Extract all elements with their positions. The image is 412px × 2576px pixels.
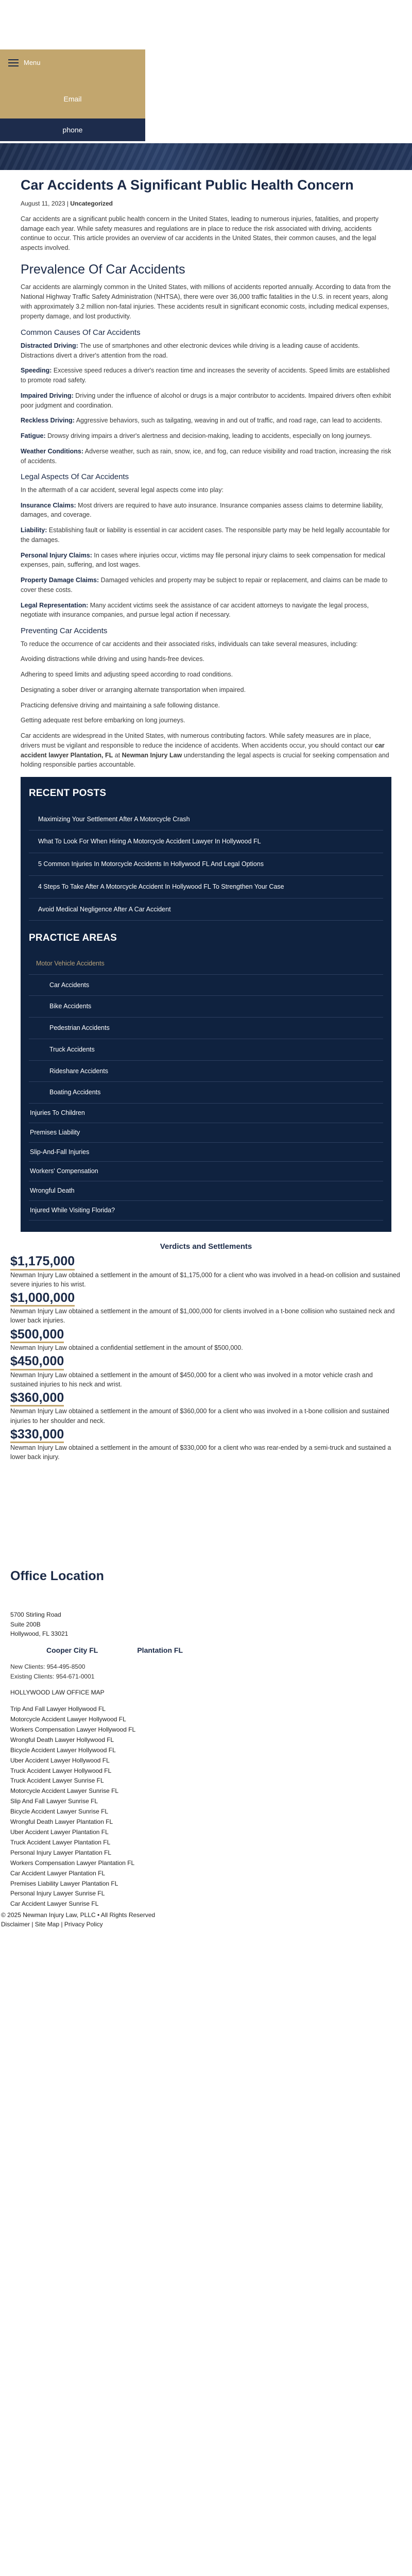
verdict-amount: $1,175,000 bbox=[10, 1255, 75, 1270]
cause-text: Excessive speed reduces a driver's reaction time and increases the severity of accidents. Speed limits are established to promote road safety. bbox=[21, 367, 390, 384]
article-title: Car Accidents A Significant Public Health Concern bbox=[21, 177, 354, 193]
closing-paragraph bbox=[21, 731, 391, 770]
cause-item bbox=[21, 416, 391, 426]
prevent-item: Adhering to speed limits and adjusting speed according to road conditions. bbox=[21, 671, 233, 679]
legal-term: Property Damage Claims: bbox=[21, 577, 99, 584]
prevent-item: Designating a sober driver or arranging alternate transportation when impaired. bbox=[21, 686, 246, 693]
copyright: © 2025 Newman Injury Law, PLLC • All Rights Reserved bbox=[1, 1911, 156, 1919]
cause-text: The use of smartphones and other electronic devices while driving is a leading cause of accidents. Distractions divert a driver's attention from the road. bbox=[21, 342, 360, 359]
footer-link[interactable]: Uber Accident Lawyer Hollywood FL bbox=[10, 1756, 110, 1764]
closing-text: Car accidents are widespread in the United States, with numerous contributing factors. While safety measures are in place, drivers must be vigilant and responsible to reduce the incidence of accidents. When accidents occur, you should contact our bbox=[21, 732, 375, 749]
cause-text: Adverse weather, such as rain, snow, ice, and fog, can reduce visibility and road traction, increasing the risk of accidents. bbox=[21, 447, 391, 465]
legal-item bbox=[21, 601, 391, 620]
closing-text: understanding the legal aspects is crucial for seeking compensation and holding responsible parties accountable. bbox=[21, 751, 389, 769]
sidebar bbox=[21, 777, 391, 1232]
prevent-intro: To reduce the occurrence of car accidents and their associated risks, individuals can take several measures, including: bbox=[21, 640, 358, 648]
article-date: August 11, 2023 bbox=[21, 199, 65, 207]
closing-link[interactable]: car accident lawyer Plantation, FL bbox=[21, 741, 385, 759]
practice-area-link[interactable]: Slip-And-Fall Injuries bbox=[29, 1143, 383, 1162]
address-line: Hollywood, FL 33021 bbox=[10, 1630, 68, 1638]
practice-area-link[interactable]: Premises Liability bbox=[29, 1123, 383, 1143]
prevent-item: Getting adequate rest before embarking on long journeys. bbox=[21, 717, 185, 724]
footer-link[interactable]: Bicycle Accident Lawyer Sunrise FL bbox=[10, 1808, 109, 1816]
footer-link[interactable]: Motorcycle Accident Lawyer Hollywood FL bbox=[10, 1716, 126, 1723]
cause-item bbox=[21, 366, 391, 385]
footer-link[interactable]: Wrongful Death Lawyer Hollywood FL bbox=[10, 1736, 114, 1743]
footer-link[interactable]: Truck Accident Lawyer Hollywood FL bbox=[10, 1767, 112, 1774]
verdict-amount: $1,000,000 bbox=[10, 1291, 75, 1307]
prevent-heading: Preventing Car Accidents bbox=[21, 626, 108, 636]
legal-term: Legal Representation: bbox=[21, 601, 89, 609]
footer-link[interactable]: Bicycle Accident Lawyer Hollywood FL bbox=[10, 1746, 116, 1754]
recent-post-link[interactable]: Avoid Medical Negligence After A Car Accident bbox=[29, 899, 383, 921]
verdict-description: Newman Injury Law obtained a settlement in the amount of $360,000 for a client who was involved in a t-bone collision and sustained injuries to her shoulder and neck. bbox=[10, 1408, 389, 1425]
practice-area-motor-vehicle[interactable]: Motor Vehicle Accidents bbox=[29, 953, 383, 975]
practice-area-link[interactable]: Boating Accidents bbox=[29, 1082, 383, 1104]
cause-term: Reckless Driving: bbox=[21, 417, 75, 425]
footer-link[interactable]: Workers Compensation Lawyer Plantation FL bbox=[10, 1859, 135, 1867]
footer-link[interactable]: Premises Liability Lawyer Plantation FL bbox=[10, 1879, 118, 1887]
verdict-description: Newman Injury Law obtained a settlement in the amount of $330,000 for a client who was rear-ended by a semi-truck and sustained a lower back injury. bbox=[10, 1444, 391, 1461]
verdict-amount: $450,000 bbox=[10, 1354, 64, 1370]
office-address bbox=[10, 1610, 402, 1639]
practice-area-link[interactable]: Wrongful Death bbox=[29, 1181, 383, 1201]
site-header bbox=[0, 0, 412, 170]
footer-link[interactable]: Personal Injury Lawyer Plantation FL bbox=[10, 1849, 112, 1856]
phone-button[interactable]: phone bbox=[0, 118, 145, 141]
cause-text: Driving under the influence of alcohol or drugs is a major contributor to accidents. Impaired drivers often exhibit poor judgment and coordination. bbox=[21, 392, 391, 409]
cause-text: Aggressive behaviors, such as tailgating, weaving in and out of traffic, and road rage, can lead to accidents. bbox=[74, 417, 383, 425]
verdict-item bbox=[10, 1328, 402, 1353]
practice-area-link[interactable]: Workers' Compensation bbox=[29, 1162, 383, 1181]
verdict-description: Newman Injury Law obtained a confidential settlement in the amount of $500,000. bbox=[10, 1344, 243, 1352]
legal-item bbox=[21, 526, 391, 545]
cause-term: Fatigue: bbox=[21, 432, 46, 440]
footer-link[interactable]: Uber Accident Lawyer Plantation FL bbox=[10, 1828, 109, 1836]
footer-link[interactable]: Trip And Fall Lawyer Hollywood FL bbox=[10, 1705, 106, 1713]
prevalence-heading: Prevalence Of Car Accidents bbox=[21, 262, 185, 277]
hero-banner-image bbox=[0, 143, 412, 170]
article-content bbox=[0, 177, 412, 1232]
footer-link[interactable]: Motorcycle Accident Lawyer Sunrise FL bbox=[10, 1787, 119, 1795]
footer-link[interactable]: Car Accident Lawyer Sunrise FL bbox=[10, 1900, 99, 1908]
prevent-item: Avoiding distractions while driving and using hands-free devices. bbox=[21, 655, 204, 663]
legal-intro: In the aftermath of a car accident, several legal aspects come into play: bbox=[21, 486, 224, 494]
legal-term: Personal Injury Claims: bbox=[21, 551, 92, 559]
verdict-description: Newman Injury Law obtained a settlement in the amount of $450,000 for a client who was involved in a motor vehicle crash and sustained injuries to his neck and wrist. bbox=[10, 1371, 373, 1388]
verdict-description: Newman Injury Law obtained a settlement in the amount of $1,175,000 for a client who was involved in a head-on collision and sustained severe injuries to his wrist. bbox=[10, 1271, 400, 1288]
verdict-item bbox=[10, 1391, 402, 1426]
verdict-amount: $330,000 bbox=[10, 1428, 64, 1444]
cause-item bbox=[21, 431, 391, 441]
footer-link[interactable]: Truck Accident Lawyer Plantation FL bbox=[10, 1838, 111, 1846]
legal-item bbox=[21, 551, 391, 570]
legal-text: Many accident victims seek the assistance of car accident attorneys to navigate the legal process, negotiate with insurance companies, and pursue legal action if necessary. bbox=[21, 601, 369, 619]
practice-area-link[interactable]: Bike Accidents bbox=[29, 996, 383, 1018]
hamburger-icon bbox=[8, 59, 19, 66]
address-line: 5700 Stirling Road bbox=[10, 1611, 61, 1618]
cause-text: Drowsy driving impairs a driver's alertness and decision-making, leading to accidents, especially on long journeys. bbox=[45, 432, 372, 440]
causes-heading: Common Causes Of Car Accidents bbox=[21, 328, 141, 337]
menu-toggle[interactable] bbox=[8, 58, 41, 68]
recent-post-link[interactable]: 4 Steps To Take After A Motorcycle Accident In Hollywood FL To Strengthen Your Case bbox=[29, 876, 383, 899]
legal-term: Insurance Claims: bbox=[21, 501, 76, 509]
footer-link[interactable]: Workers Compensation Lawyer Hollywood FL bbox=[10, 1725, 136, 1733]
article-category[interactable]: Uncategorized bbox=[70, 199, 113, 207]
office-links bbox=[46, 1645, 402, 1656]
verdict-item bbox=[10, 1291, 402, 1326]
meta-separator: | bbox=[66, 199, 68, 207]
legal-text: Damaged vehicles and property may be subject to repair or replacement, and claims can be made to cover these costs. bbox=[21, 577, 388, 594]
cause-item bbox=[21, 341, 391, 361]
cause-item bbox=[21, 391, 391, 411]
footer-link[interactable]: Truck Accident Lawyer Sunrise FL bbox=[10, 1777, 104, 1785]
office-map-link[interactable]: HOLLYWOOD LAW OFFICE MAP bbox=[10, 1689, 105, 1697]
verdict-item bbox=[10, 1354, 402, 1389]
cause-term: Distracted Driving: bbox=[21, 342, 78, 349]
prevalence-text: Car accidents are alarmingly common in the United States, with millions of accidents reported annually. According to data from the National Highway Traffic Safety Administration (NHTSA), there were over 36,000 traffic fatalities in the U.S. in recent years, along with approximately 3.2 million non-fatal injuries. These accidents result in significant economic costs, including medical expenses, property damage, and lost productivity. bbox=[21, 283, 391, 320]
verdict-amount: $500,000 bbox=[10, 1328, 64, 1344]
practice-area-link[interactable]: Car Accidents bbox=[29, 975, 383, 996]
cause-term: Speeding: bbox=[21, 367, 52, 375]
footer-link-list bbox=[10, 1704, 402, 1909]
practice-area-link[interactable]: Pedestrian Accidents bbox=[29, 1018, 383, 1039]
legal-text: Most drivers are required to have auto insurance. Insurance companies assess claims to determine liability, damages, and coverage. bbox=[21, 501, 383, 519]
cooper-city-link[interactable]: Cooper City FL bbox=[46, 1646, 98, 1654]
legal-heading: Legal Aspects Of Car Accidents bbox=[21, 472, 129, 482]
plantation-link[interactable]: Plantation FL bbox=[137, 1646, 183, 1654]
office-title: Office Location bbox=[10, 1569, 104, 1584]
practice-area-link[interactable]: Rideshare Accidents bbox=[29, 1061, 383, 1082]
article-intro: Car accidents are a significant public health concern in the United States, leading to numerous injuries, fatalities, and property damage each year. While safety measures and regulations are in place to reduce the risk associated with driving, accidents continue to occur. This article provides an overview of car accidents in the United States, their common causes, and the legal aspects involved. bbox=[21, 215, 379, 252]
legal-text: In cases where injuries occur, victims may file personal injury claims to seek compensation for medical expenses, pain, suffering, and lost wages. bbox=[21, 551, 385, 569]
footer-spacer bbox=[0, 1464, 412, 1567]
closing-firm-link[interactable]: Newman Injury Law bbox=[122, 751, 182, 759]
cause-term: Weather Conditions: bbox=[21, 447, 83, 455]
recent-post-link[interactable]: Maximizing Your Settlement After A Motorcycle Crash bbox=[29, 808, 383, 831]
footer-link[interactable]: Wrongful Death Lawyer Plantation FL bbox=[10, 1818, 113, 1826]
email-button[interactable]: Email bbox=[0, 88, 145, 110]
address-line: Suite 200B bbox=[10, 1620, 41, 1628]
practice-area-link[interactable]: Injured While Visiting Florida? bbox=[29, 1201, 383, 1221]
footer-link[interactable]: Slip And Fall Lawyer Sunrise FL bbox=[10, 1798, 98, 1805]
legal-term: Liability: bbox=[21, 527, 47, 534]
menu-label: Menu bbox=[24, 59, 41, 66]
footer-link[interactable]: Car Accident Lawyer Plantation FL bbox=[10, 1869, 106, 1877]
verdicts-title: Verdicts and Settlements bbox=[160, 1242, 252, 1251]
verdict-item bbox=[10, 1428, 402, 1462]
existing-clients-phone[interactable]: Existing Clients: 954-671-0001 bbox=[10, 1672, 95, 1680]
cause-item bbox=[21, 447, 391, 466]
recent-post-link[interactable]: What To Look For When Hiring A Motorcycle Accident Lawyer In Hollywood FL bbox=[29, 831, 383, 853]
verdict-item bbox=[10, 1255, 402, 1289]
office-phones bbox=[10, 1662, 402, 1682]
practice-area-link[interactable]: Injuries To Children bbox=[29, 1104, 383, 1123]
cause-term: Impaired Driving: bbox=[21, 392, 74, 399]
practice-area-link[interactable]: Truck Accidents bbox=[29, 1039, 383, 1061]
practice-areas-title: PRACTICE AREAS bbox=[29, 933, 117, 944]
recent-posts-title: RECENT POSTS bbox=[29, 788, 107, 799]
article-meta bbox=[21, 199, 391, 208]
verdict-description: Newman Injury Law obtained a settlement in the amount of $1,000,000 for clients involved in a t-bone collision who sustained neck and lower back injuries. bbox=[10, 1308, 395, 1325]
legal-text: Establishing fault or liability is essential in car accident cases. The responsible party may be held legally accountable for the damages. bbox=[21, 527, 390, 544]
recent-post-link[interactable]: 5 Common Injuries In Motorcycle Accidents In Hollywood FL And Legal Options bbox=[29, 853, 383, 876]
footer-link[interactable]: Personal Injury Lawyer Sunrise FL bbox=[10, 1890, 105, 1897]
office-location-section bbox=[0, 1567, 412, 1909]
verdicts-section bbox=[0, 1241, 412, 1462]
closing-text: at bbox=[113, 751, 122, 759]
legal-item bbox=[21, 501, 391, 520]
legal-item bbox=[21, 575, 391, 595]
prevent-item: Practicing defensive driving and maintaining a safe following distance. bbox=[21, 701, 220, 709]
new-clients-phone[interactable]: New Clients: 954-495-8500 bbox=[10, 1663, 85, 1670]
verdict-amount: $360,000 bbox=[10, 1391, 64, 1407]
legal-links[interactable]: Disclaimer | Site Map | Privacy Policy bbox=[1, 1921, 103, 1928]
